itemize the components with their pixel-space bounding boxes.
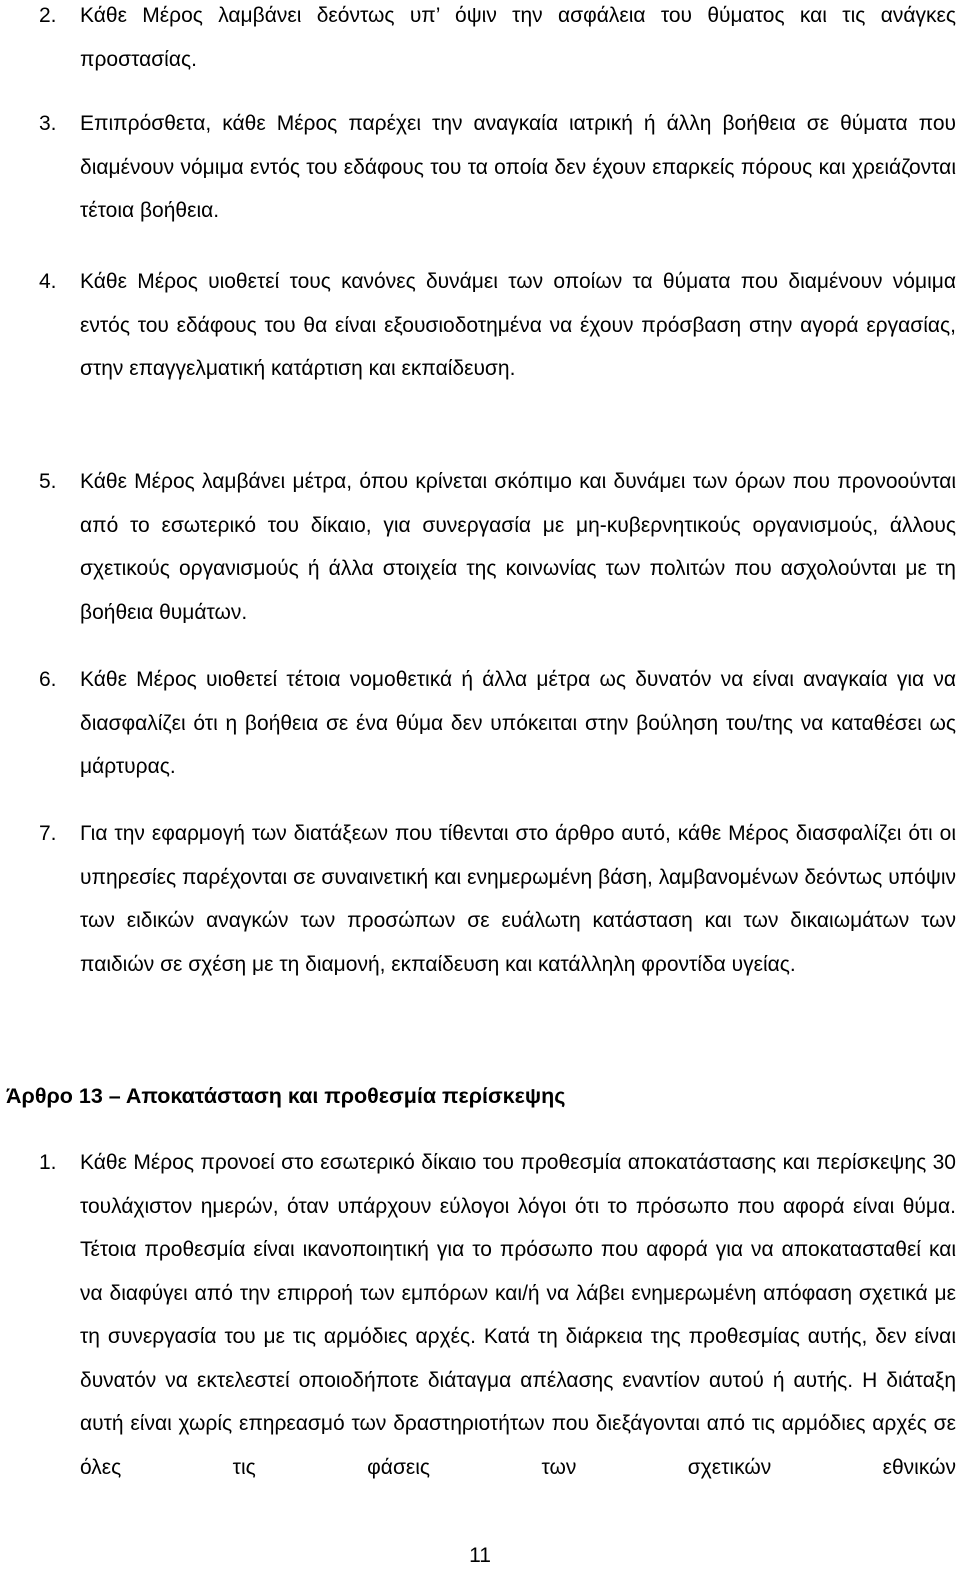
list-item-3 xyxy=(0,102,960,233)
list-item-number: 5. xyxy=(39,470,57,493)
list-item-number: 3. xyxy=(39,112,57,135)
page-number: 11 xyxy=(469,1544,491,1567)
list-item-2 xyxy=(0,0,960,81)
list-item-6 xyxy=(0,658,960,789)
list-item-text: Κάθε Μέρος προνοεί στο εσωτερικό δίκαιο του προθεσμία αποκατάστασης και περίσκεψης 30 τουλάχιστον ημερών, όταν υπάρχουν εύλογοι λόγοι ότι το πρόσωπο που αφορά είναι θύμα. Τέτοια προθεσμία είναι ικανοποιητική για το πρόσωπο που αφορά για να αποκατασταθεί και να διαφύγει από την επιρροή των εμπόρων και/ή να λάβει ενημερωμένη απόφαση σχετικά με τη συνεργασία του με τις αρμόδιες αρχές. Κατά τη διάρκεια της προθεσμίας αυτής, δεν είναι δυνατόν να εκτελεστεί οποιοδήποτε διάταγμα απέλασης εναντίον αυτού ή αυτής. Η διάταξη αυτή είναι χωρίς επηρεασμό των δραστηριοτήτων που διεξάγονται από τις αρμόδιες αρχές σε όλες τις φάσεις των σχετικών εθνικών xyxy=(80,1151,956,1479)
list-item-5 xyxy=(0,460,960,634)
list-item-number: 7. xyxy=(39,822,57,845)
list-item-text: Επιπρόσθετα, κάθε Μέρος παρέχει την αναγκαία ιατρική ή άλλη βοήθεια σε θύματα που διαμένουν νόμιμα εντός του εδάφους του τα οποία δεν έχουν επαρκείς πόρους και χρειάζονται τέτοια βοήθεια. xyxy=(80,112,956,222)
list-item-text: Κάθε Μέρος υιοθετεί τέτοια νομοθετικά ή άλλα μέτρα ως δυνατόν να είναι αναγκαία για να διασφαλίζει ότι η βοήθεια σε ένα θύμα δεν υπόκειται στην βούληση του/της να καταθέσει ως μάρτυρας. xyxy=(80,668,956,778)
article-heading: Άρθρο 13 – Αποκατάσταση και προθεσμία περίσκεψης xyxy=(6,1084,566,1108)
list-item-7 xyxy=(0,812,960,986)
list-item-number: 6. xyxy=(39,668,57,691)
list-item-text: Κάθε Μέρος λαμβάνει μέτρα, όπου κρίνεται σκόπιμο και δυνάμει των όρων που προνοούνται από το εσωτερικό του δίκαιο, για συνεργασία με μη-κυβερνητικούς οργανισμούς, άλλους σχετικούς οργανισμούς ή άλλα στοιχεία της κοινωνίας των πολιτών που ασχολούνται με τη βοήθεια θυμάτων. xyxy=(80,470,956,624)
list-item-number: 1. xyxy=(39,1151,57,1174)
article-list-item-1 xyxy=(0,1141,960,1489)
list-item-text: Κάθε Μέρος υιοθετεί τους κανόνες δυνάμει των οποίων τα θύματα που διαμένουν νόμιμα εντός του εδάφους του θα είναι εξουσιοδοτημένα να έχουν πρόσβαση στην αγορά εργασίας, στην επαγγελματική κατάρτιση και εκπαίδευση. xyxy=(80,270,956,380)
list-item-4 xyxy=(0,260,960,391)
list-item-text: Για την εφαρμογή των διατάξεων που τίθενται στο άρθρο αυτό, κάθε Μέρος διασφαλίζει ότι οι υπηρεσίες παρέχονται σε συναινετική και ενημερωμένη βάση, λαμβανομένων δεόντως υπόψιν των ειδικών αναγκών των προσώπων σε ευάλωτη κατάσταση και των δικαιωμάτων των παιδιών σε σχέση με τη διαμονή, εκπαίδευση και κατάλληλη φροντίδα υγείας. xyxy=(80,822,956,976)
list-item-number: 4. xyxy=(39,270,57,293)
list-item-number: 2. xyxy=(39,4,57,27)
list-item-text: Κάθε Μέρος λαμβάνει δεόντως υπ’ όψιν την ασφάλεια του θύματος και τις ανάγκες προστασίας. xyxy=(80,4,956,71)
